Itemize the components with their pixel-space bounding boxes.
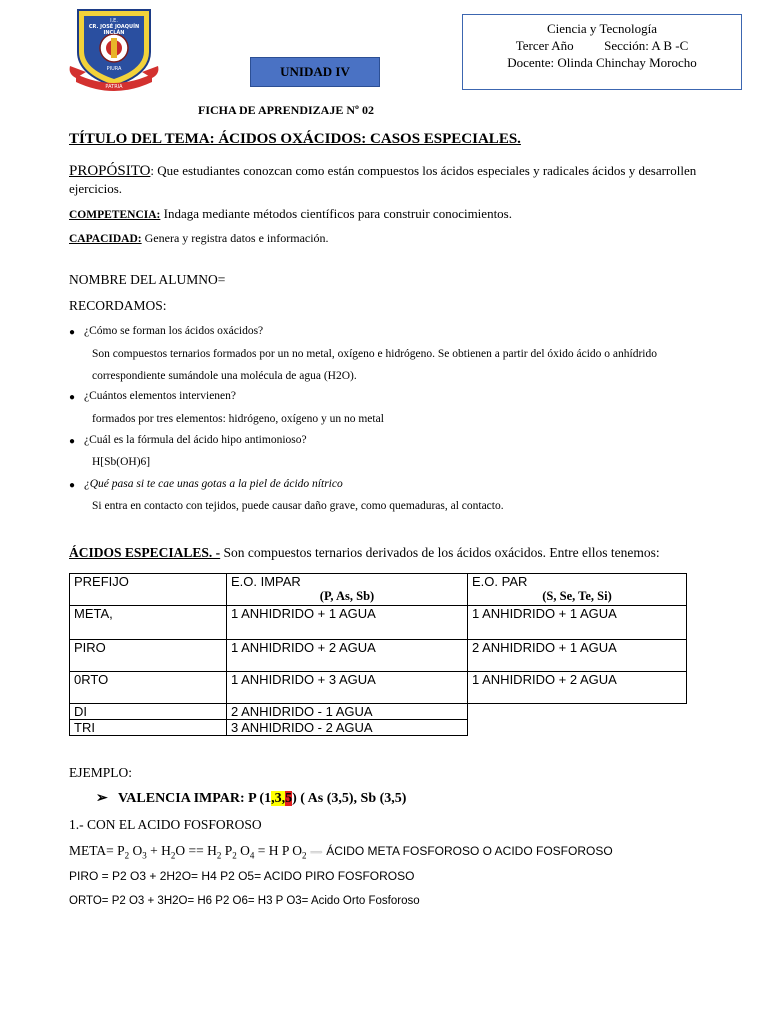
eq-sub: 2	[232, 850, 237, 861]
valence-comma: ,	[281, 791, 286, 806]
table-cell: 2 ANHIDRIDO + 1 AGUA	[468, 640, 687, 672]
table-cell: PIRO	[70, 640, 227, 672]
header-odd-text: E.O. IMPAR	[231, 574, 301, 589]
answer-3: H[Sb(OH)6]	[92, 456, 151, 468]
orto-equation: ORTO= P2 O3 + 3H2O= H6 P2 O6= H3 P O3= Acido Orto Fosforoso	[69, 895, 420, 907]
section-list: Sección: A B -C	[604, 38, 689, 53]
answer-1: Son compuestos ternarios formados por un no metal, oxígeno e hidrógeno. Se obtienen a partir del óxido ácido o anhídrido correspondiente sumándole una molécula de agua (H2O).	[92, 348, 657, 382]
eq-part: O	[236, 843, 250, 858]
year-section-row	[463, 37, 741, 54]
question-3: ¿Cuál es la fórmula del ácido hipo antimonioso?	[84, 434, 307, 446]
competence-text: Indaga mediante métodos científicos para construir conocimientos.	[160, 206, 512, 221]
eq-sub: 3	[142, 850, 147, 861]
school-logo	[66, 8, 162, 94]
school-year: Tercer Año	[515, 38, 574, 53]
competence-label: COMPETENCIA:	[69, 209, 161, 221]
header-odd	[227, 574, 468, 606]
table-row	[70, 640, 687, 672]
header-even-elements: (S, Se, Te, Si)	[542, 589, 612, 603]
table-cell: META,	[70, 606, 227, 640]
table-cell: 1 ANHIDRIDO + 2 AGUA	[468, 672, 687, 704]
table-cell: DI	[70, 704, 227, 720]
valence-comma: ,	[271, 791, 275, 806]
competence-line	[69, 206, 512, 222]
piro-equation: PIRO = P2 O3 + 2H2O= H4 P2 O5= ACIDO PIRO FOSFOROSO	[69, 869, 415, 883]
table-cell: TRI	[70, 720, 227, 736]
header-prefix	[70, 574, 227, 606]
question-4: ¿Qué pasa si te cae unas gotas a la piel de ácido nítrico	[84, 478, 343, 490]
odd-valence-line	[96, 790, 406, 807]
logo-ribbon-text: PATRIA	[105, 84, 123, 90]
table-cell: 1 ANHIDRIDO + 1 AGUA	[227, 606, 468, 640]
eq-sub: 2	[302, 850, 307, 861]
eq-part: = H P O	[254, 843, 303, 858]
bullet-icon: ●	[69, 392, 76, 403]
capacity-text: Genera y registra datos e información.	[141, 231, 329, 245]
bullet-icon: ●	[69, 327, 76, 338]
table-row	[70, 704, 687, 720]
header-prefix-text: PREFIJO	[74, 574, 129, 589]
table-cell: 1 ANHIDRIDO + 1 AGUA	[468, 606, 687, 640]
table-cell: 0RTO	[70, 672, 227, 704]
eq-sub: 2	[124, 850, 130, 861]
valence-three: 3	[274, 791, 282, 806]
eq-sub: 2	[216, 850, 222, 861]
header-odd-elements: (P, As, Sb)	[319, 589, 375, 603]
header-even-text: E.O. PAR	[472, 574, 528, 589]
logo-name-line2: INCLÁN	[103, 30, 125, 36]
eq-part: O == H	[175, 843, 217, 858]
recall-heading: RECORDAMOS:	[69, 298, 167, 313]
special-acids-table	[69, 573, 687, 736]
answer-4: Si entra en contacto con tejidos, puede causar daño grave, como quemaduras, al contacto.	[92, 500, 504, 512]
table-header-row	[70, 574, 687, 606]
arrow-bullet-icon: ➢	[96, 791, 108, 806]
answer-2: formados por tres elementos: hidrógeno, oxígeno y un no metal	[92, 413, 384, 425]
table-cell: 1 ANHIDRIDO + 2 AGUA	[227, 640, 468, 672]
purpose-paragraph	[69, 162, 709, 197]
phosphorous-acid-heading: 1.- CON EL ACIDO FOSFOROSO	[69, 817, 262, 832]
student-name-field: NOMBRE DEL ALUMNO=	[69, 272, 226, 287]
course-name: Ciencia y Tecnología	[546, 21, 658, 36]
worksheet-heading: FICHA DE APRENDIZAJE Nº 02	[198, 103, 374, 117]
table-cell: 3 ANHIDRIDO - 2 AGUA	[227, 720, 468, 736]
special-acids-title: ÁCIDOS ESPECIALES. -	[69, 545, 221, 560]
eq-part: + H	[146, 843, 171, 858]
example-heading: EJEMPLO:	[69, 765, 133, 780]
eq-sub: 2	[170, 850, 176, 861]
capacity-line	[69, 231, 329, 246]
eq-part: META= P	[69, 843, 125, 858]
implies-arrow-icon: ⟹	[309, 847, 323, 857]
valence-five: 5	[285, 791, 293, 806]
capacity-label: CAPACIDAD:	[69, 233, 142, 245]
topic-title: TÍTULO DEL TEMA: ÁCIDOS OXÁCIDOS: CASOS ESPECIALES.	[69, 131, 521, 147]
question-2: ¿Cuántos elementos intervienen?	[84, 390, 237, 402]
eq-part: P	[221, 843, 233, 858]
question-1: ¿Cómo se forman los ácidos oxácidos?	[84, 325, 264, 337]
eq-sub: 4	[249, 850, 255, 861]
eq-part: O	[129, 843, 143, 858]
header-even	[468, 574, 687, 606]
logo-bottom-text: PIURA	[106, 66, 122, 72]
teacher-name: Docente: Olinda Chinchay Morocho	[507, 55, 697, 70]
purpose-text: : Que estudiantes conozcan como están compuestos los ácidos especiales y radicales ácidos y desarrollen ejercicios.	[69, 163, 697, 196]
bullet-icon: ●	[69, 436, 76, 447]
meta-equation	[69, 843, 613, 861]
special-acids-text: Son compuestos ternarios derivados de los ácidos oxácidos. Entre ellos tenemos:	[220, 545, 660, 560]
course-info-box	[462, 14, 742, 90]
purpose-label: PROPÓSITO	[69, 163, 151, 179]
logo-name-line1: CR. JOSÉ JOAQUÍN	[88, 24, 140, 30]
special-acids-intro	[69, 545, 660, 561]
table-cell: 2 ANHIDRIDO - 1 AGUA	[227, 704, 468, 720]
valence-rest: ) ( As (3,5), Sb (3,5)	[292, 791, 407, 806]
logo-top-text: I.E.	[110, 18, 118, 24]
meta-acid-name: ÁCIDO META FOSFOROSO O ACIDO FOSFOROSO	[326, 844, 613, 858]
table-cell: 1 ANHIDRIDO + 3 AGUA	[227, 672, 468, 704]
valence-label: VALENCIA IMPAR: P (1	[117, 791, 272, 806]
bullet-icon: ●	[69, 480, 76, 491]
table-row	[70, 606, 687, 640]
table-empty-cell	[468, 704, 687, 736]
unit-badge: UNIDAD IV	[250, 57, 380, 87]
table-row	[70, 672, 687, 704]
